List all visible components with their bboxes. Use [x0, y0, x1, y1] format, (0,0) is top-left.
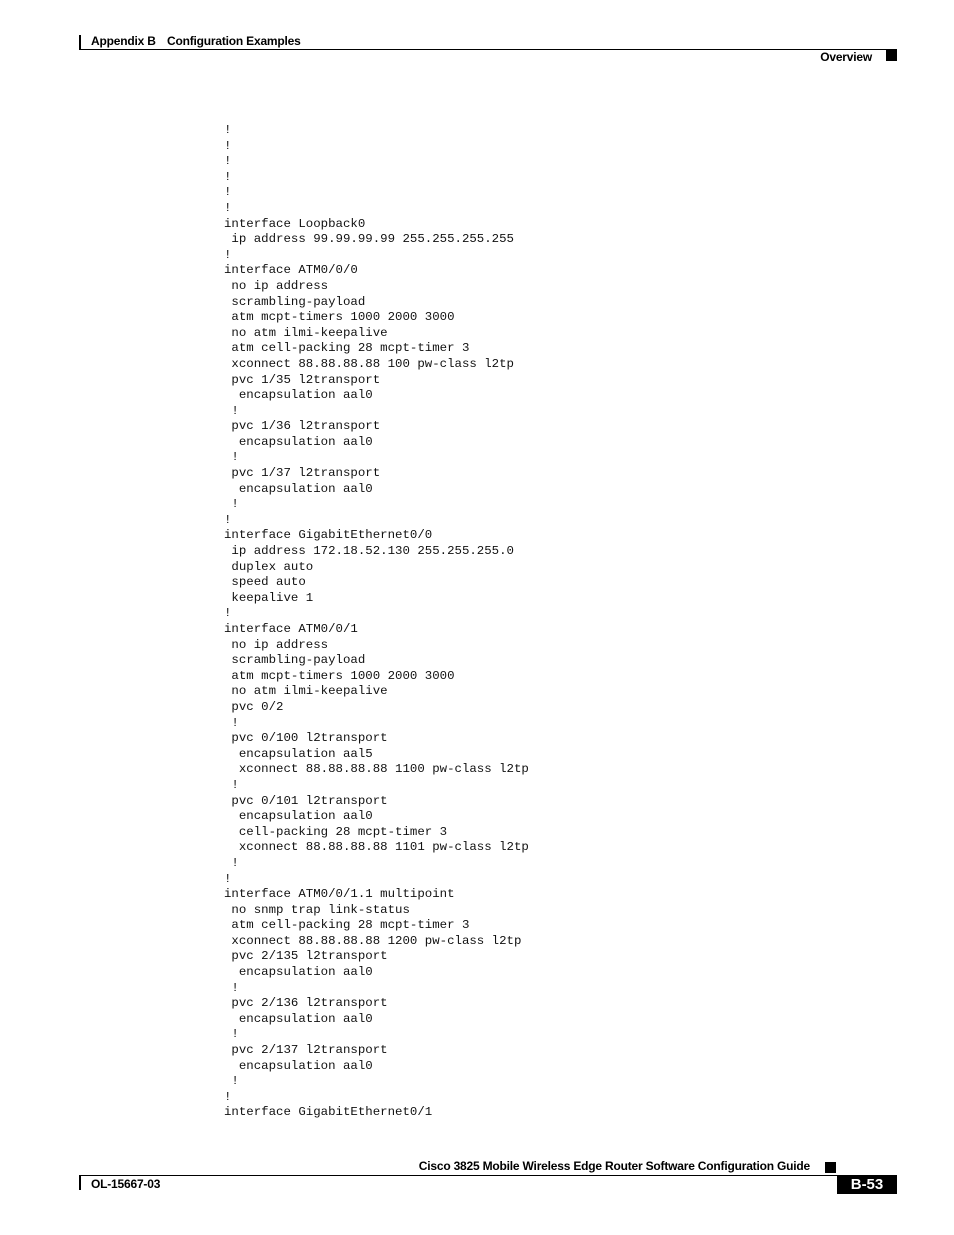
code-line: atm cell-packing 28 mcpt-timer 3 — [224, 341, 470, 356]
code-line: pvc 0/101 l2transport — [224, 793, 388, 808]
code-line: pvc 1/35 l2transport — [224, 372, 381, 387]
code-line: scrambling-payload — [224, 653, 366, 668]
code-line: ! — [224, 855, 239, 870]
footer-doc-number: OL-15667-03 — [91, 1177, 161, 1191]
code-line: scrambling-payload — [224, 294, 366, 309]
code-line: ! — [224, 169, 232, 184]
code-line: encapsulation aal5 — [224, 746, 373, 761]
code-line: ! — [224, 200, 232, 215]
code-line: ! — [224, 450, 239, 465]
code-line: ! — [224, 777, 239, 792]
header-section-title: Overview — [820, 50, 872, 64]
code-line: no ip address — [224, 637, 329, 652]
code-line: ! — [224, 123, 232, 137]
header-appendix-label: Appendix B — [91, 34, 156, 48]
code-line: encapsulation aal0 — [224, 965, 373, 980]
code-line: ! — [224, 185, 232, 200]
code-line: ! — [224, 871, 232, 886]
code-line: pvc 1/37 l2transport — [224, 466, 381, 481]
code-line: xconnect 88.88.88.88 100 pw-class l2tp — [224, 356, 514, 371]
code-line: encapsulation aal0 — [224, 1058, 373, 1073]
code-line: ! — [224, 403, 239, 418]
code-line: interface GigabitEthernet0/1 — [224, 1105, 433, 1120]
code-line: atm mcpt-timers 1000 2000 3000 — [224, 668, 455, 683]
code-line: encapsulation aal0 — [224, 388, 373, 403]
header-marker-block — [886, 50, 897, 61]
code-line: no snmp trap link-status — [224, 902, 410, 917]
footer-rule — [79, 1175, 897, 1176]
code-line: pvc 0/100 l2transport — [224, 731, 388, 746]
code-line: ! — [224, 512, 232, 527]
code-line: interface ATM0/0/1 — [224, 622, 358, 636]
code-line: encapsulation aal0 — [224, 1011, 373, 1026]
code-line: ! — [224, 715, 239, 730]
code-line: encapsulation aal0 — [224, 434, 373, 449]
code-line: interface ATM0/0/1.1 multipoint — [224, 887, 455, 902]
footer-left-bar — [79, 1175, 81, 1190]
code-line: ! — [224, 606, 232, 621]
code-line: xconnect 88.88.88.88 1101 pw-class l2tp — [224, 840, 529, 855]
code-line: duplex auto — [224, 559, 314, 574]
header-left-bar — [79, 35, 81, 50]
code-line: ! — [224, 497, 239, 512]
code-line: ! — [224, 1089, 232, 1104]
code-line: pvc 2/135 l2transport — [224, 949, 388, 964]
code-line: xconnect 88.88.88.88 1200 pw-class l2tp — [224, 933, 522, 948]
code-line: encapsulation aal0 — [224, 481, 373, 496]
code-line: xconnect 88.88.88.88 1100 pw-class l2tp — [224, 762, 529, 777]
code-line: interface GigabitEthernet0/0 — [224, 528, 433, 543]
header-chapter-title: Configuration Examples — [167, 34, 301, 48]
code-line: pvc 1/36 l2transport — [224, 419, 381, 434]
code-line: ip address 99.99.99.99 255.255.255.255 — [224, 232, 514, 247]
code-line: ! — [224, 1074, 239, 1089]
code-line: no atm ilmi-keepalive — [224, 325, 388, 340]
config-code-block — [224, 123, 529, 1121]
code-line: cell-packing 28 mcpt-timer 3 — [224, 824, 448, 839]
footer-marker-block — [825, 1162, 836, 1173]
code-line: pvc 0/2 — [224, 699, 284, 714]
code-line: ! — [224, 1027, 239, 1042]
code-line: pvc 2/136 l2transport — [224, 996, 388, 1011]
code-line: ! — [224, 154, 232, 169]
code-line: ! — [224, 980, 239, 995]
code-line: no atm ilmi-keepalive — [224, 684, 388, 699]
code-line: ! — [224, 247, 232, 262]
code-line: speed auto — [224, 575, 306, 590]
code-line: atm cell-packing 28 mcpt-timer 3 — [224, 918, 470, 933]
footer-page-number: B-53 — [837, 1175, 897, 1194]
code-line: atm mcpt-timers 1000 2000 3000 — [224, 310, 455, 325]
code-line: interface Loopback0 — [224, 216, 366, 231]
code-line: keepalive 1 — [224, 590, 314, 605]
code-line: encapsulation aal0 — [224, 809, 373, 824]
code-line: interface ATM0/0/0 — [224, 263, 358, 278]
code-line: pvc 2/137 l2transport — [224, 1043, 388, 1058]
code-line: ! — [224, 138, 232, 153]
header-rule — [79, 49, 897, 50]
code-line: ip address 172.18.52.130 255.255.255.0 — [224, 544, 514, 559]
code-line: no ip address — [224, 278, 329, 293]
footer-guide-title: Cisco 3825 Mobile Wireless Edge Router Software Configuration Guide — [418, 1159, 810, 1173]
